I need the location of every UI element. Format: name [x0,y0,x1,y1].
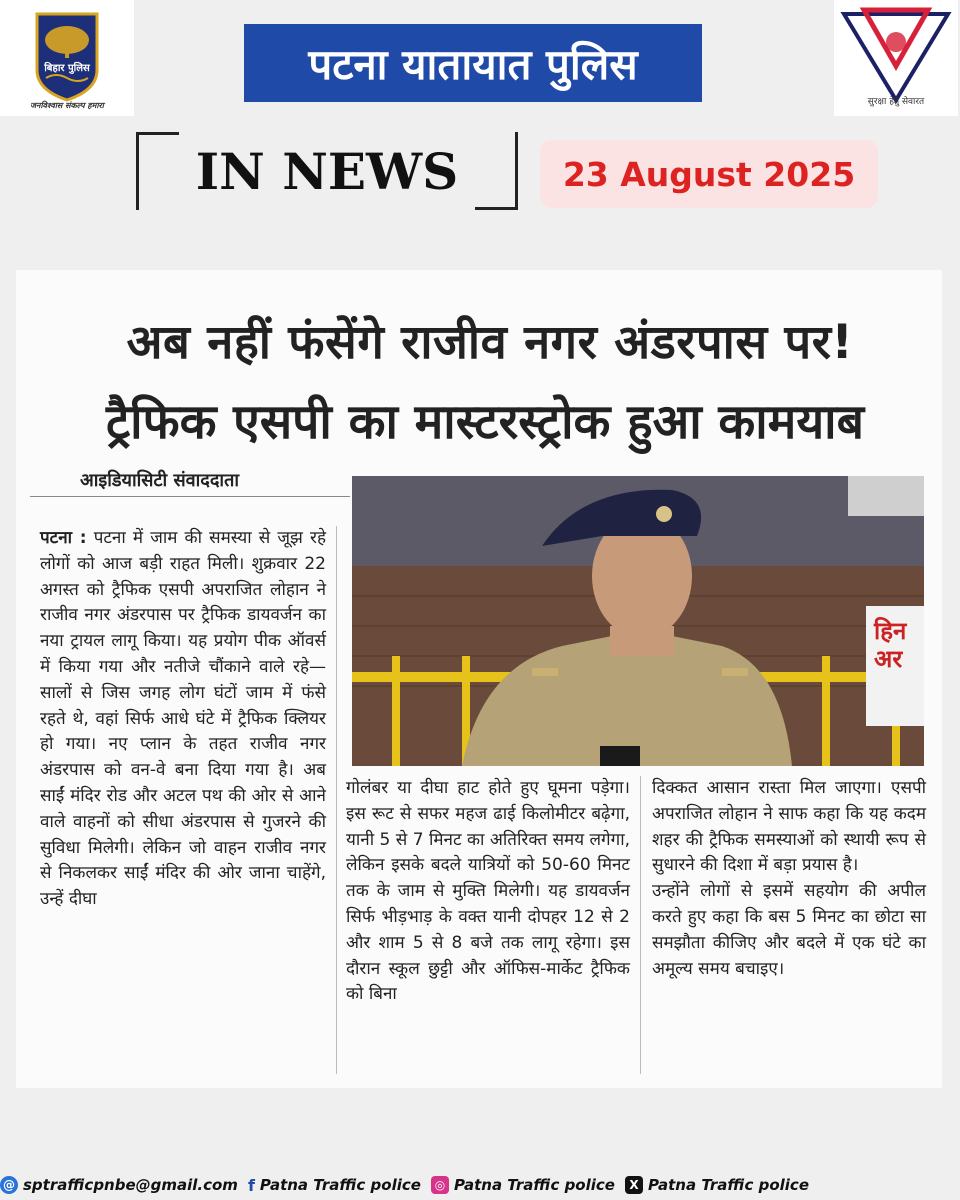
officer-photo [352,476,924,766]
instagram-icon: ◎ [431,1176,449,1194]
footer-x-text: Patna Traffic police [647,1176,809,1194]
headline-line-1: अब नहीं फंसेंगे राजीव नगर अंडरपास पर! [126,315,854,370]
email-icon: @ [0,1176,18,1194]
x-icon: X [625,1176,643,1194]
article-column-2: गोलंबर या दीघा हाट होते हुए घूमना पड़ेगा। इस रूट से सफर महज ढाई किलोमीटर बढ़ेगा, यानी 5 से 7 मिनट का अतिरिक्त समय लगेगा, लेकिन इसके बदले यात्रियों को 50-60 मिनट तक के जाम से मुक्ति मिलेगी। यह डायवर्जन सिर्फ भीड़भाड़ के वक्त यानी दोपहर 12 से 2 और शाम 5 से 8 बजे तक लागू रहेगा। इस दौरान स्कूल छुट्टी और ऑफिस-मार्केट ट्रैफिक को बिना [346,778,630,1005]
logo-right-motto: सुरक्षा हेतु सेवारत [867,97,925,107]
headline-line-2: ट्रैफिक एसपी का मास्टरस्ट्रोक हुआ कामयाब [105,394,865,450]
bihar-police-emblem-icon [0,0,134,116]
in-news-label: IN NEWS [136,132,518,210]
photo-sign-text-2: अर [874,645,903,673]
page-title: पटना यातायात पुलिस [244,24,702,102]
footer-facebook-text: Patna Traffic police [259,1176,421,1194]
footer-instagram-text: Patna Traffic police [453,1176,615,1194]
article-column-3-para-1: दिक्कत आसान रास्ता मिल जाएगा। एसपी अपराजित लोहान ने साफ कहा कि यह कदम शहर की ट्रैफिक समस्याओं को स्थायी रूप से सुधारने की दिशा में बड़ा प्रयास है। [652,778,926,876]
news-date-badge: 23 August 2025 [540,140,878,208]
column-divider [336,526,337,1074]
logo-left-label: बिहार पुलिस [44,63,90,74]
footer-instagram[interactable] [431,1176,615,1194]
byline: आइडियासिटी संवाददाता [80,470,239,491]
footer-email-text: sptrafficpnbe@gmail.com [23,1176,238,1194]
officer-photo-illustration [352,476,924,766]
footer-x[interactable] [625,1176,809,1194]
footer-contacts [0,1170,960,1200]
facebook-icon: f [247,1175,255,1195]
article-column-1-text: पटना में जाम की समस्या से जूझ रहे लोगों को आज बड़ी राहत मिली। शुक्रवार 22 अगस्त को ट्रैफिक एसपी अपराजित लोहान ने राजीव नगर अंडरपास पर ट्रैफिक डायवर्जन का नया ट्रायल लागू किया। यह प्रयोग पीक ऑवर्स में किया गया और नतीजे चौंकाने वाले रहे—सालों से जिस जगह लोग घंटों जाम में फंसे रहते थे, वहां सिर्फ आधे घंटे में ट्रैफिक क्लियर हो गया। नए प्लान के तहत राजीव नगर अंडरपास को वन-वे बना दिया गया है। अब साईं मंदिर रोड और अटल पथ की ओर से आने वाले वाहनों को सीधा अंडरपास से गुजरने की सुविधा मिलेगी। लेकिन जो वाहन राजीव नगर से निकलकर साईं मंदिर की ओर जाना चाहेंगे, उन्हें दीघा [40,528,327,910]
article-column-3-para-2: उन्होंने लोगों से इसमें सहयोग की अपील करते हुए कहा कि बस 5 मिनट का छोटा सा समझौता कीजिए और बदले में एक घंटे का अमूल्य समय बचाइए। [652,881,926,979]
article-column-3 [652,776,926,982]
dateline: पटना : [40,528,87,548]
footer-email[interactable] [0,1176,238,1194]
byline-divider [30,496,350,497]
column-divider [640,776,641,1074]
patna-traffic-logo [834,0,958,116]
bihar-police-logo [0,0,134,116]
footer-facebook[interactable] [248,1176,421,1195]
logo-left-motto: जनविश्वास संकल्प हमारा [30,101,104,110]
article-column-1 [40,526,326,913]
photo-sign-text-1: हिन [874,617,907,645]
